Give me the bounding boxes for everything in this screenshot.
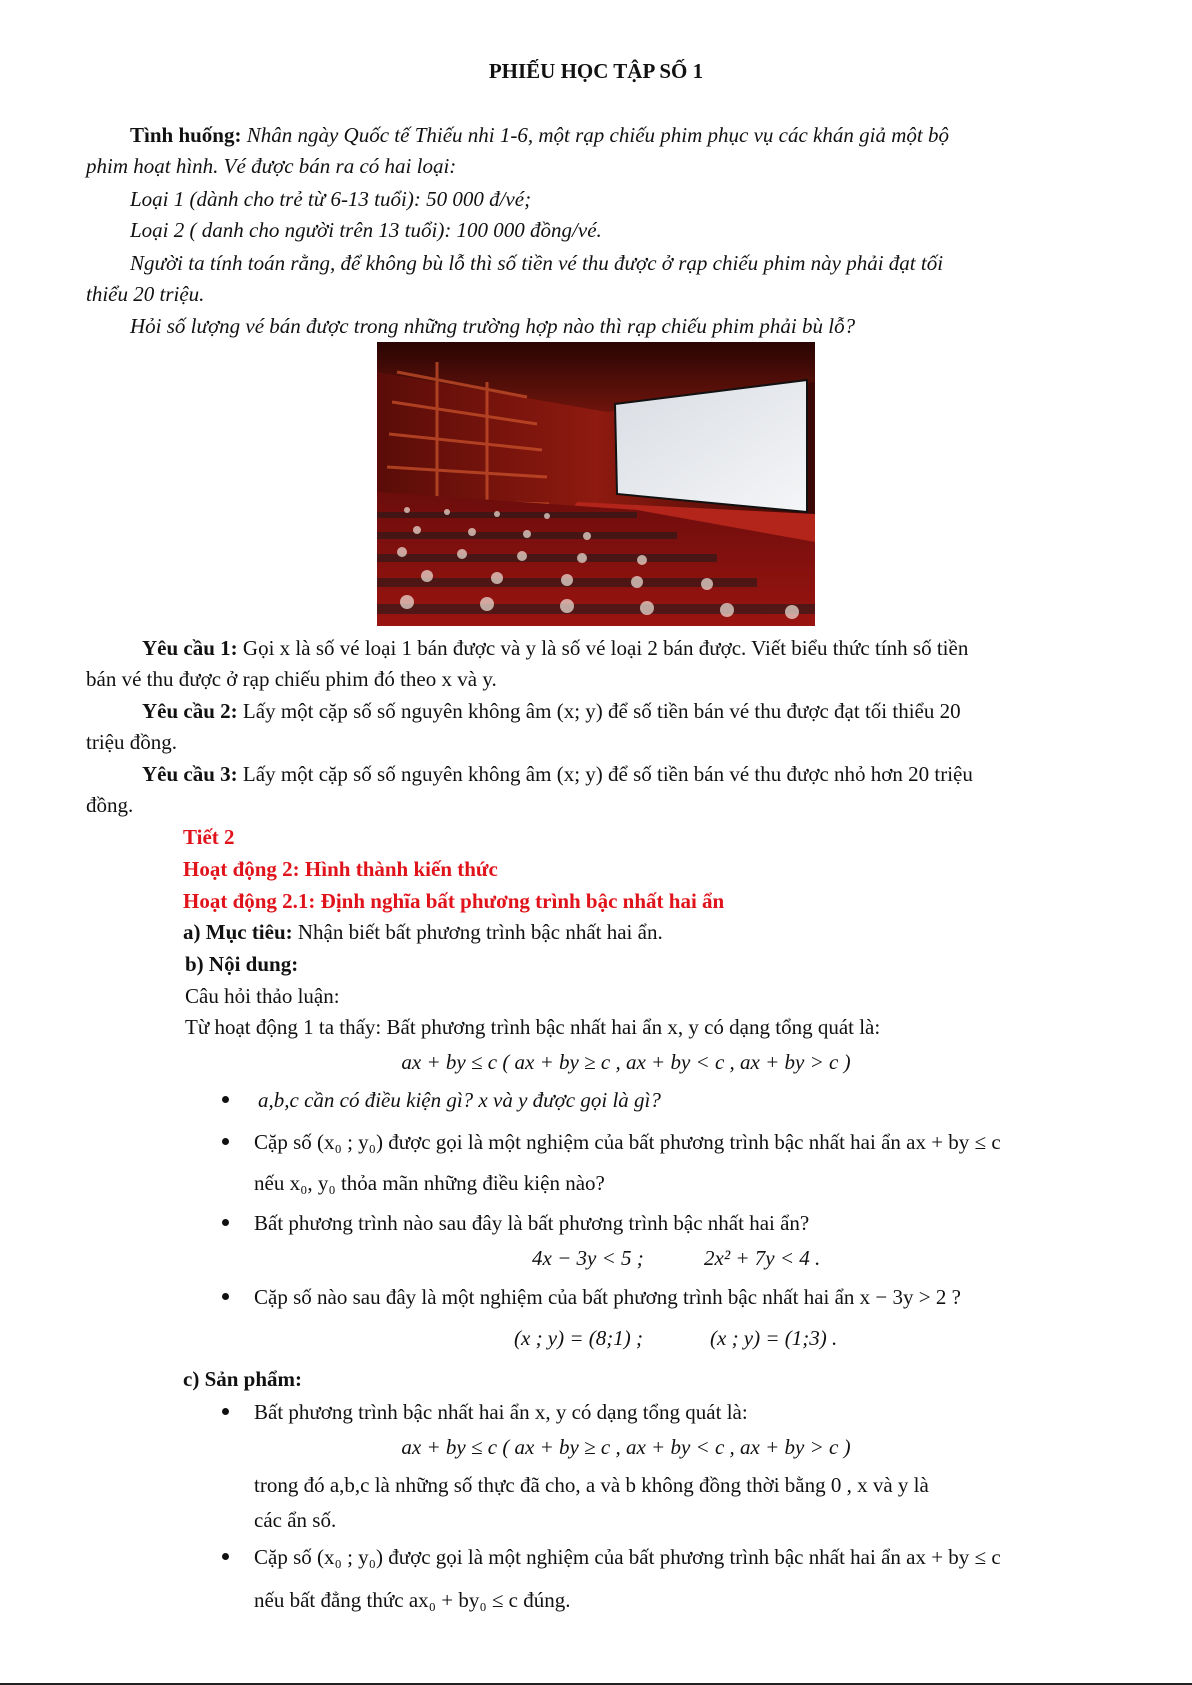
general-form-formula: ax + by ≤ c ( ax + by ≥ c , ax + by < c , ax + by > c ) xyxy=(401,1050,851,1074)
page-title: PHIẾU HỌC TẬP SỐ 1 xyxy=(488,59,704,83)
ticket-type-1: Loại 1 (dành cho trẻ từ 6-13 tuổi): 50 000 đ/vé; xyxy=(130,187,532,211)
cinema-photo xyxy=(377,342,815,626)
request-3-cont: đồng. xyxy=(86,793,134,817)
product-2-cont: nếu bất đẳng thức ax₀ + by₀ ≤ c đúng. xyxy=(254,1588,571,1612)
bullet-dot xyxy=(222,1096,229,1103)
bullet-dot xyxy=(222,1408,229,1415)
product-1-cont-2: các ẩn số. xyxy=(254,1508,337,1532)
request-1-label: Yêu cầu 1: xyxy=(142,636,238,660)
product-1: Bất phương trình bậc nhất hai ẩn x, y có dạng tổng quát là: xyxy=(254,1400,748,1424)
bullet-dot xyxy=(222,1138,229,1145)
question-3-option-2: 2x² + 7y < 4 . xyxy=(704,1246,821,1270)
question-1: a,b,c cần có điều kiện gì? x và y được gọi là gì? xyxy=(258,1088,661,1112)
request-3-label: Yêu cầu 3: xyxy=(142,762,238,786)
product-1-formula: ax + by ≤ c ( ax + by ≥ c , ax + by < c , ax + by > c ) xyxy=(401,1435,851,1459)
question-3: Bất phương trình nào sau đây là bất phương trình bậc nhất hai ẩn? xyxy=(254,1211,810,1235)
question-4-option-1: (x ; y) = (8;1) ; xyxy=(514,1326,644,1350)
activity-2-1-heading: Hoạt động 2.1: Định nghĩa bất phương trình bậc nhất hai ẩn xyxy=(183,889,725,913)
request-2-label: Yêu cầu 2: xyxy=(142,699,238,723)
request-1-cont: bán vé thu được ở rạp chiếu phim đó theo x và y. xyxy=(86,667,497,691)
question-4: Cặp số nào sau đây là một nghiệm của bất phương trình bậc nhất hai ẩn x − 3y > 2 ? xyxy=(254,1285,961,1309)
bullet-dot xyxy=(222,1219,229,1226)
product-2: Cặp số (x₀ ; y₀) được gọi là một nghiệm của bất phương trình bậc nhất hai ẩn ax + by ≤ c xyxy=(254,1545,1001,1569)
situation-line-2: phim hoạt hình. Vé được bán ra có hai loại: xyxy=(86,154,457,178)
request-2 xyxy=(142,696,961,726)
objective-label: a) Mục tiêu: xyxy=(183,920,293,944)
lesson-period: Tiết 2 xyxy=(183,825,235,849)
bullet-dot xyxy=(222,1553,229,1560)
question-2: Cặp số (x₀ ; y₀) được gọi là một nghiệm của bất phương trình bậc nhất hai ẩn ax + by ≤ c xyxy=(254,1130,1001,1154)
question-2-cont: nếu x₀, y₀ thỏa mãn những điều kiện nào? xyxy=(254,1171,605,1195)
question-3-option-1: 4x − 3y < 5 ; xyxy=(532,1246,644,1270)
discussion-intro: Câu hỏi thảo luận: xyxy=(185,984,340,1008)
request-3 xyxy=(142,759,973,789)
general-form-intro: Từ hoạt động 1 ta thấy: Bất phương trình bậc nhất hai ẩn x, y có dạng tổng quát là: xyxy=(185,1015,881,1039)
product-label: c) Sản phẩm: xyxy=(183,1367,303,1391)
situation-line-6: thiểu 20 triệu. xyxy=(86,282,205,306)
situation-text-1: Nhân ngày Quốc tế Thiếu nhi 1-6, một rạp chiếu phim phục vụ các khán giả một bộ xyxy=(241,123,949,147)
request-2-cont: triệu đồng. xyxy=(86,730,177,754)
situation-line-5: Người ta tính toán rằng, để không bù lỗ thì số tiền vé thu được ở rạp chiếu phim này phải đạt tối xyxy=(130,251,944,275)
objective xyxy=(183,917,663,947)
content-label: b) Nội dung: xyxy=(185,952,299,976)
situation-question: Hỏi số lượng vé bán được trong những trường hợp nào thì rạp chiếu phim phải bù lỗ? xyxy=(130,314,856,338)
question-4-option-2: (x ; y) = (1;3) . xyxy=(710,1326,838,1350)
request-1-text: Gọi x là số vé loại 1 bán được và y là số vé loại 2 bán được. Viết biểu thức tính số tiền xyxy=(237,636,969,660)
ticket-type-2: Loại 2 ( danh cho người trên 13 tuổi): 100 000 đồng/vé. xyxy=(130,218,602,242)
situation-line-1 xyxy=(130,120,949,150)
objective-text: Nhận biết bất phương trình bậc nhất hai ẩn. xyxy=(292,920,663,944)
request-1 xyxy=(142,633,968,663)
situation-label: Tình huống: xyxy=(130,123,242,147)
product-1-cont: trong đó a,b,c là những số thực đã cho, a và b không đồng thời bằng 0 , x và y là xyxy=(254,1473,929,1497)
bullet-dot xyxy=(222,1293,229,1300)
request-2-text: Lấy một cặp số số nguyên không âm (x; y) để số tiền bán vé thu được đạt tối thiểu 20 xyxy=(237,699,961,723)
activity-2-heading: Hoạt động 2: Hình thành kiến thức xyxy=(183,857,498,881)
request-3-text: Lấy một cặp số số nguyên không âm (x; y) để số tiền bán vé thu được nhỏ hơn 20 triệu xyxy=(237,762,973,786)
